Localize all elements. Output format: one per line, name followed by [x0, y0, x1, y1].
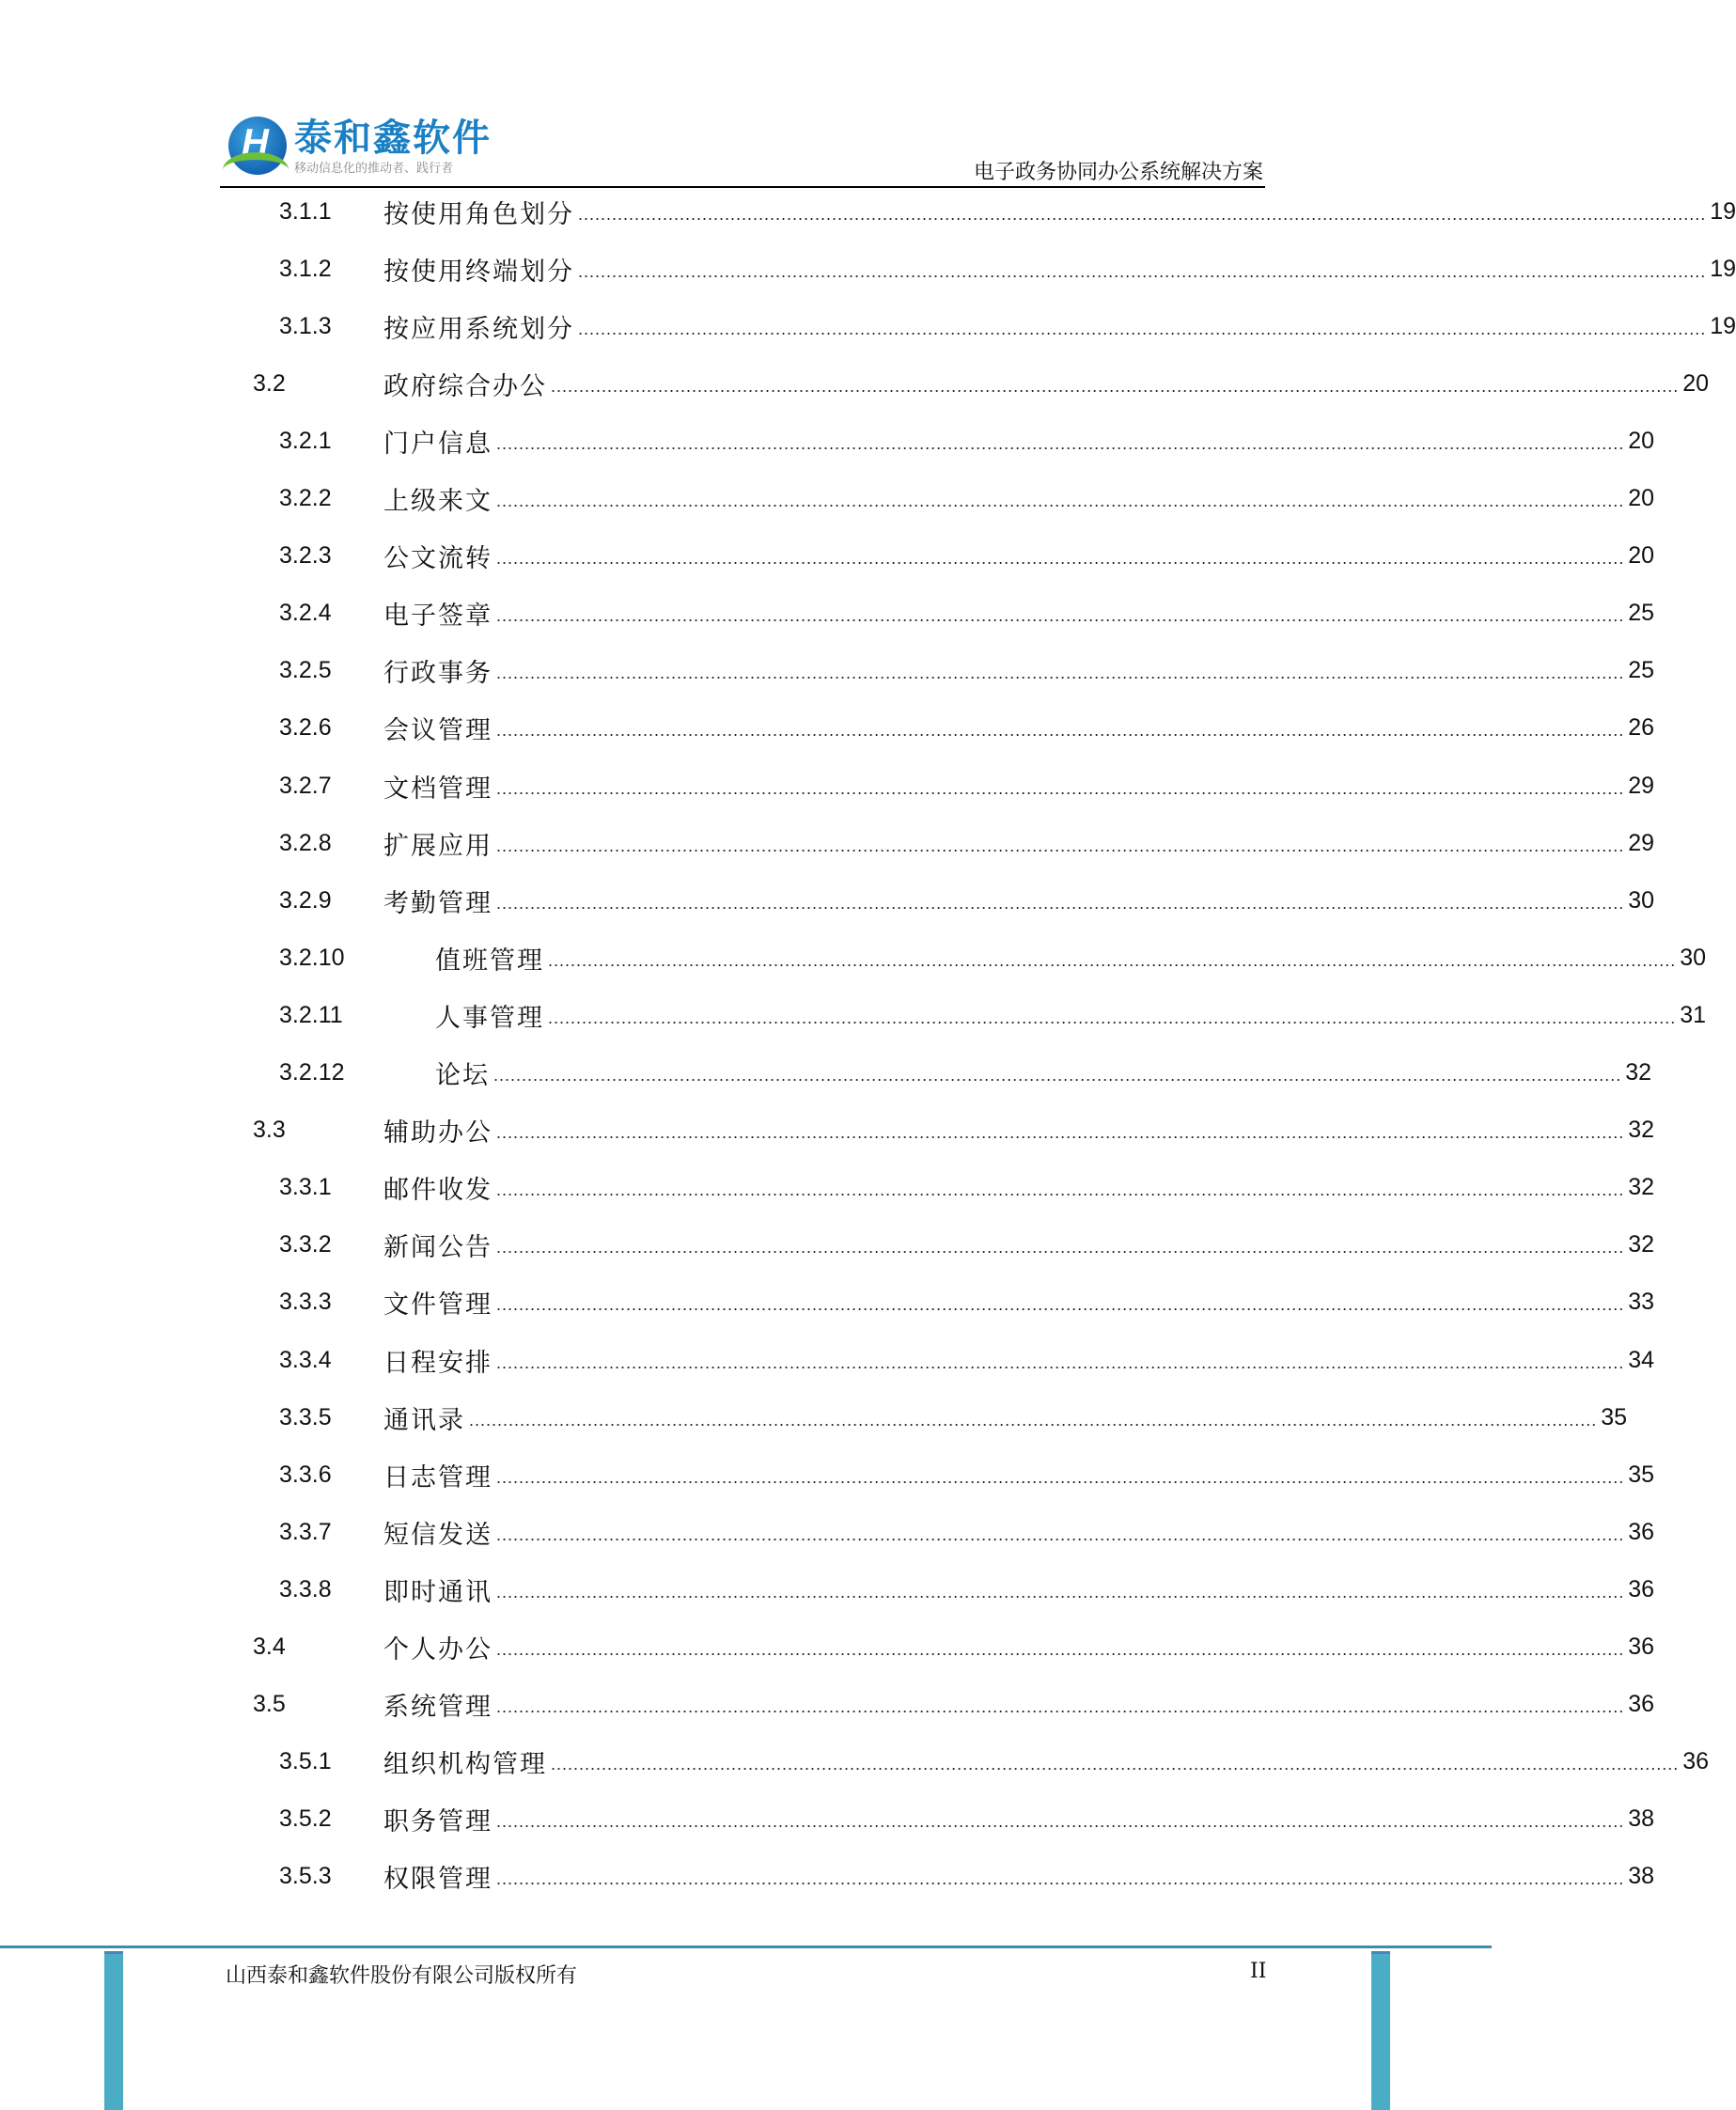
toc-entry-number: 3.5.1: [279, 1748, 332, 1775]
toc-entry-number: 3.5.2: [279, 1805, 332, 1833]
toc-entry[interactable]: [0, 1169, 1655, 1207]
document-title: 电子政务协同办公系统解决方案: [973, 161, 1263, 184]
dot-leader: ........................................................................................................................................................................................................: [496, 893, 1625, 913]
toc-entry-number: 3.5.3: [279, 1863, 332, 1890]
toc-entry-title: 行政事务: [383, 659, 493, 689]
dot-leader: ........................................................................................................................................................................................................: [496, 1180, 1625, 1200]
toc-entry-title: 通讯录: [383, 1405, 465, 1435]
toc-entry[interactable]: [0, 595, 1655, 633]
toc-entry[interactable]: [0, 939, 1707, 977]
dot-leader: ........................................................................................................................................................................................................: [551, 1755, 1680, 1774]
toc-entry-page: 20: [1682, 369, 1710, 397]
toc-entry-page: 20: [1628, 542, 1655, 570]
toc-entry-page: 20: [1628, 485, 1655, 511]
toc-entry-page: 19: [1710, 197, 1736, 225]
toc-entry-number: 3.3.8: [279, 1575, 332, 1602]
toc-entry-number: 3.3.4: [279, 1346, 332, 1373]
toc-entry[interactable]: [0, 710, 1655, 747]
toc-entry[interactable]: [0, 824, 1655, 862]
dot-leader: ........................................................................................................................................................................................................: [469, 1410, 1598, 1430]
toc-entry-page: 30: [1628, 886, 1655, 914]
toc-entry[interactable]: [0, 250, 1736, 288]
toc-entry-number: 3.3.1: [279, 1174, 332, 1201]
toc-entry[interactable]: [0, 1686, 1655, 1724]
toc-entry-number: 3.4: [253, 1633, 286, 1660]
toc-entry-page: 36: [1628, 1575, 1655, 1602]
toc-entry[interactable]: [0, 193, 1736, 230]
dot-leader: ........................................................................................................................................................................................................: [496, 778, 1625, 798]
toc-entry-title: 扩展应用: [383, 831, 493, 861]
dot-leader: ........................................................................................................................................................................................................: [496, 1582, 1625, 1602]
toc-entry-number: 3.3.2: [279, 1231, 332, 1258]
toc-entry-number: 3.1.1: [279, 197, 332, 225]
toc-entry-number: 3.3: [253, 1117, 286, 1144]
toc-entry-page: 19: [1710, 312, 1736, 339]
toc-entry-title: 日志管理: [383, 1462, 493, 1493]
toc-entry-number: 3.3.6: [279, 1461, 332, 1488]
toc-entry-page: 25: [1628, 600, 1655, 627]
toc-entry[interactable]: [0, 1284, 1655, 1321]
toc-entry[interactable]: [0, 1858, 1655, 1896]
toc-entry-title: 考勤管理: [383, 888, 493, 918]
toc-entry-number: 3.2.2: [279, 485, 332, 511]
toc-entry-number: 3.2.8: [279, 829, 332, 856]
toc-entry-page: 35: [1628, 1461, 1655, 1488]
dot-leader: ........................................................................................................................................................................................................: [496, 1295, 1625, 1315]
dot-leader: ........................................................................................................................................................................................................: [578, 204, 1707, 224]
dot-leader: ........................................................................................................................................................................................................: [496, 433, 1625, 453]
toc-entry-title: 系统管理: [383, 1693, 493, 1723]
dot-leader: ........................................................................................................................................................................................................: [493, 1066, 1622, 1085]
dot-leader: ........................................................................................................................................................................................................: [496, 606, 1625, 626]
toc-entry-number: 3.2.3: [279, 542, 332, 570]
page-number: II: [1250, 1960, 1267, 1983]
toc-entry-title: 新闻公告: [383, 1233, 493, 1263]
toc-entry[interactable]: [0, 1341, 1655, 1379]
toc-entry-page: 20: [1628, 427, 1655, 454]
right-accent-bar: [1371, 1951, 1390, 2110]
toc-entry-title: 值班管理: [435, 946, 544, 976]
toc-entry-page: 38: [1628, 1863, 1655, 1890]
footer-copyright: 山西泰和鑫软件股份有限公司版权所有: [226, 1964, 578, 1988]
toc-entry-number: 3.2.1: [279, 427, 332, 454]
toc-entry-page: 25: [1628, 657, 1655, 684]
logo-slogan: 移动信息化的推动者、践行者: [294, 162, 454, 176]
toc-entry-number: 3.2.12: [279, 1059, 345, 1086]
toc-entry-page: 32: [1628, 1231, 1655, 1258]
toc-entry-title: 电子签章: [383, 602, 493, 632]
dot-leader: ........................................................................................................................................................................................................: [496, 492, 1625, 510]
toc-entry[interactable]: [0, 767, 1655, 805]
toc-entry-title: 公文流转: [383, 544, 493, 574]
header-divider: [220, 186, 1265, 188]
toc-entry-number: 3.2.5: [279, 657, 332, 684]
toc-entry[interactable]: [0, 996, 1707, 1034]
logo-name: 泰和鑫软件: [294, 117, 492, 160]
dot-leader: ........................................................................................................................................................................................................: [496, 1524, 1625, 1544]
toc-entry-title: 门户信息: [383, 429, 493, 459]
dot-leader: ........................................................................................................................................................................................................: [496, 664, 1625, 683]
toc-entry[interactable]: [0, 1801, 1655, 1838]
dot-leader: ........................................................................................................................................................................................................: [578, 319, 1707, 338]
dot-leader: ........................................................................................................................................................................................................: [496, 1467, 1625, 1487]
dot-leader: ........................................................................................................................................................................................................: [548, 1008, 1677, 1027]
toc-entry-title: 个人办公: [383, 1635, 493, 1665]
toc-entry-page: 26: [1628, 714, 1655, 742]
dot-leader: ........................................................................................................................................................................................................: [496, 549, 1625, 569]
toc-entry[interactable]: [0, 538, 1655, 575]
toc-entry-title: 职务管理: [383, 1807, 493, 1837]
toc-entry-title: 日程安排: [383, 1348, 493, 1378]
dot-leader: ........................................................................................................................................................................................................: [496, 721, 1625, 741]
toc-entry[interactable]: [0, 1456, 1655, 1493]
dot-leader: ........................................................................................................................................................................................................: [496, 836, 1625, 855]
dot-leader: ........................................................................................................................................................................................................: [578, 261, 1707, 281]
toc-entry[interactable]: [0, 1571, 1655, 1608]
toc-entry-page: 36: [1682, 1748, 1710, 1775]
toc-entry-title: 政府综合办公: [383, 371, 547, 401]
toc-entry-number: 3.1.3: [279, 312, 332, 339]
dot-leader: ........................................................................................................................................................................................................: [496, 1238, 1625, 1258]
toc-entry-number: 3.3.3: [279, 1289, 332, 1316]
toc-entry-title: 文件管理: [383, 1290, 493, 1321]
toc-entry-number: 3.2.6: [279, 714, 332, 742]
dot-leader: ........................................................................................................................................................................................................: [496, 1640, 1625, 1659]
left-accent-bar: [104, 1951, 123, 2110]
footer-divider: [0, 1946, 1492, 1948]
toc-entry-number: 3.2.9: [279, 886, 332, 914]
toc-entry-page: 30: [1680, 944, 1707, 971]
toc-entry-title: 辅助办公: [383, 1118, 493, 1149]
toc-entry-page: 32: [1628, 1117, 1655, 1144]
toc-entry-title: 上级来文: [383, 487, 493, 516]
toc-entry-title: 按应用系统划分: [383, 314, 574, 344]
toc-entry[interactable]: [0, 422, 1655, 460]
toc-entry-page: 36: [1628, 1633, 1655, 1660]
toc-entry-page: 29: [1628, 772, 1655, 799]
dot-leader: ........................................................................................................................................................................................................: [496, 1123, 1625, 1143]
toc-entry-title: 组织机构管理: [383, 1750, 547, 1780]
dot-leader: ........................................................................................................................................................................................................: [496, 1352, 1625, 1372]
toc-entry-title: 权限管理: [383, 1865, 493, 1895]
toc-entry-page: 32: [1625, 1059, 1652, 1086]
toc-entry-number: 3.2: [253, 369, 286, 397]
toc-entry-page: 31: [1680, 1001, 1707, 1028]
toc-entry[interactable]: [0, 1629, 1655, 1666]
dot-leader: ........................................................................................................................................................................................................: [496, 1697, 1625, 1717]
toc-entry-title: 人事管理: [435, 1003, 544, 1033]
toc-entry-number: 3.3.5: [279, 1403, 332, 1430]
toc-entry-page: 38: [1628, 1805, 1655, 1833]
toc-entry[interactable]: [0, 480, 1655, 518]
toc-entry-number: 3.1.2: [279, 255, 332, 282]
toc-entry-page: 35: [1601, 1403, 1628, 1430]
toc-entry[interactable]: [0, 1743, 1710, 1781]
toc-entry-number: 3.2.4: [279, 600, 332, 627]
logo-icon: H: [228, 117, 287, 175]
toc-entry[interactable]: [0, 365, 1710, 402]
toc-entry[interactable]: [0, 1227, 1655, 1264]
dot-leader: ........................................................................................................................................................................................................: [551, 376, 1680, 396]
toc-entry-page: 34: [1628, 1346, 1655, 1373]
dot-leader: ........................................................................................................................................................................................................: [496, 1812, 1625, 1832]
toc-entry-title: 文档管理: [383, 774, 493, 804]
toc-entry-page: 19: [1710, 255, 1736, 282]
dot-leader: ........................................................................................................................................................................................................: [548, 950, 1677, 970]
toc-entry-title: 论坛: [435, 1061, 490, 1090]
dot-leader: ........................................................................................................................................................................................................: [496, 1869, 1625, 1889]
toc-entry-page: 33: [1628, 1289, 1655, 1316]
toc-entry-number: 3.2.7: [279, 772, 332, 799]
company-logo: [228, 117, 492, 176]
toc-entry-page: 36: [1628, 1518, 1655, 1545]
toc-entry[interactable]: [0, 307, 1736, 345]
toc-entry-title: 邮件收发: [383, 1176, 493, 1206]
toc-entry-title: 会议管理: [383, 716, 493, 746]
toc-entry[interactable]: [0, 1112, 1655, 1149]
toc-entry-number: 3.5: [253, 1691, 286, 1718]
toc-entry-number: 3.2.10: [279, 944, 345, 971]
toc-entry[interactable]: [0, 652, 1655, 690]
toc-entry[interactable]: [0, 1055, 1652, 1092]
toc-entry-title: 按使用角色划分: [383, 199, 574, 229]
toc-entry-number: 3.2.11: [279, 1001, 343, 1028]
toc-entry[interactable]: [0, 1399, 1628, 1436]
toc-entry-title: 短信发送: [383, 1520, 493, 1550]
toc-entry-page: 32: [1628, 1174, 1655, 1201]
toc-entry-page: 36: [1628, 1691, 1655, 1718]
toc-entry-title: 按使用终端划分: [383, 257, 574, 287]
toc-entry-title: 即时通讯: [383, 1577, 493, 1607]
toc-entry-number: 3.3.7: [279, 1518, 332, 1545]
toc-entry-page: 29: [1628, 829, 1655, 856]
toc-entry[interactable]: [0, 882, 1655, 919]
toc-entry[interactable]: [0, 1513, 1655, 1551]
